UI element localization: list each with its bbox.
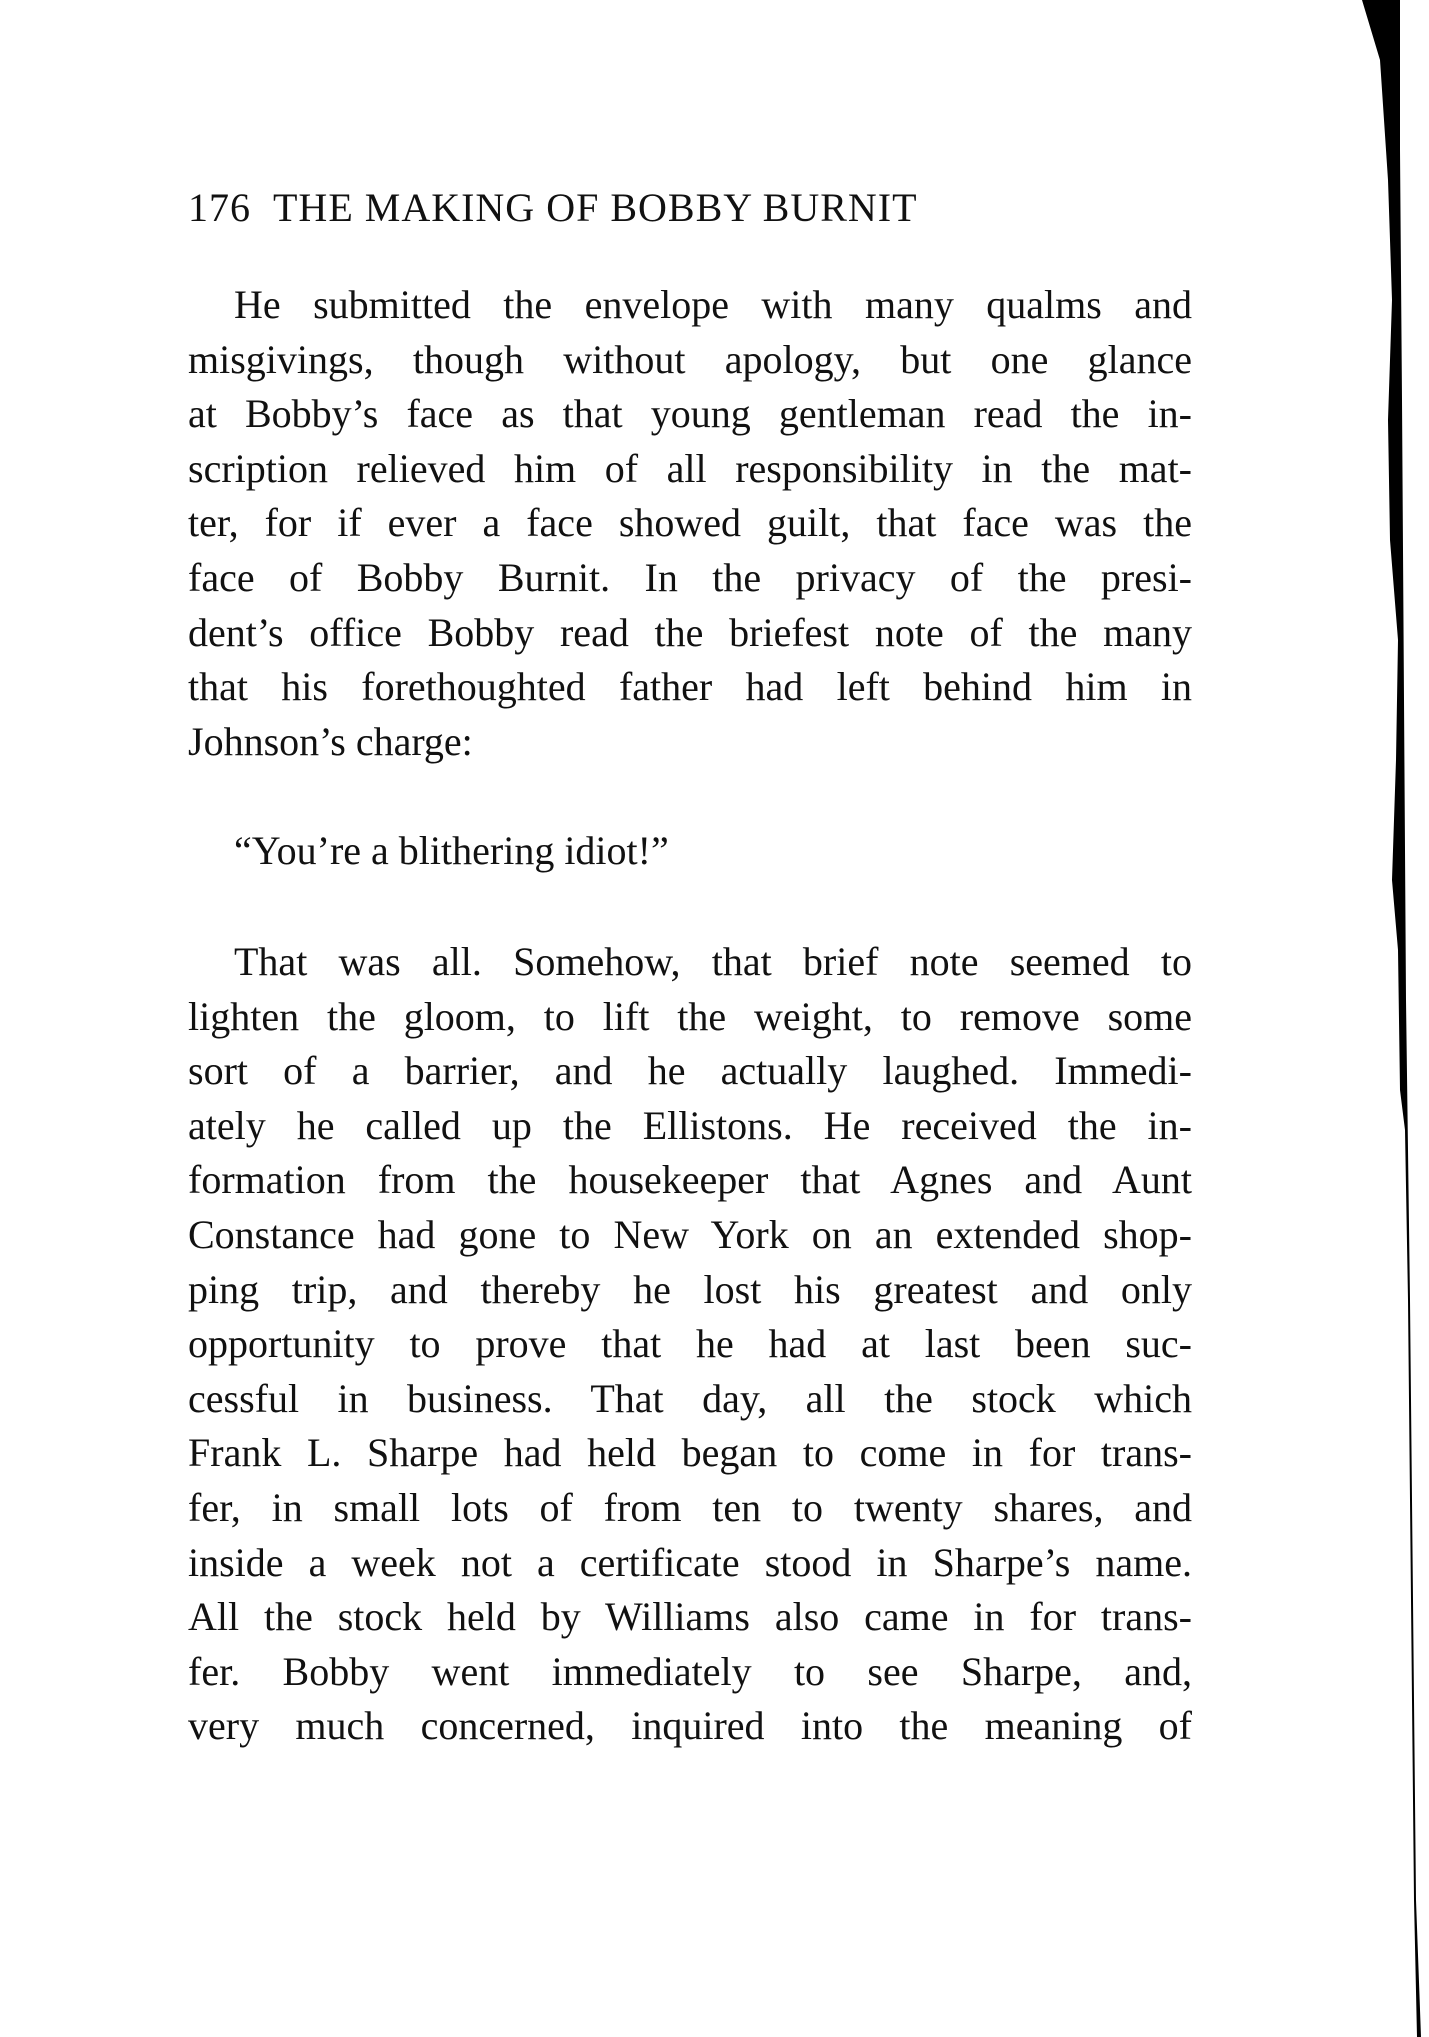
page-number: 176 (188, 185, 251, 230)
paragraph-2 (188, 935, 1192, 1754)
text-line: Johnson’s charge: (188, 718, 473, 764)
text-line: ping trip, and thereby he lost his greatest and only (188, 1266, 1192, 1312)
text-line: dent’s office Bobby read the briefest note of the many (188, 609, 1192, 655)
page-edge-shadow (1330, 0, 1429, 2037)
running-title: THE MAKING OF BOBBY BURNIT (273, 185, 918, 230)
text-line: ately he called up the Ellistons. He received the in- (188, 1102, 1192, 1148)
text-line: very much concerned, inquired into the meaning of (188, 1703, 1192, 1749)
text-line: at Bobby’s face as that young gentleman read the in- (188, 391, 1192, 437)
text-line: inside a week not a certificate stood in Sharpe’s name. (188, 1539, 1192, 1585)
text-line: Constance had gone to New York on an extended shop- (188, 1211, 1192, 1257)
text-line: fer. Bobby went immediately to see Sharpe, and, (188, 1648, 1192, 1694)
text-line: scription relieved him of all responsibility in the mat- (188, 445, 1192, 491)
paragraph-1 (188, 278, 1192, 769)
text-line: face of Bobby Burnit. In the privacy of the presi- (188, 554, 1192, 600)
text-line: formation from the housekeeper that Agnes and Aunt (188, 1157, 1192, 1203)
text-line: fer, in small lots of from ten to twenty shares, and (188, 1484, 1192, 1530)
text-line: that his forethoughted father had left behind him in (188, 664, 1192, 710)
text-line: sort of a barrier, and he actually laughed. Immedi- (188, 1048, 1192, 1094)
text-line: opportunity to prove that he had at last been suc- (188, 1321, 1192, 1367)
text-line: cessful in business. That day, all the stock which (188, 1375, 1192, 1421)
text-line: ter, for if ever a face showed guilt, that face was the (188, 500, 1192, 546)
running-header (188, 184, 918, 231)
text-line: He submitted the envelope with many qualms and (234, 282, 1192, 327)
text-line: misgivings, though without apology, but one glance (188, 336, 1192, 382)
text-line: That was all. Somehow, that brief note seemed to (234, 939, 1192, 984)
text-line: Frank L. Sharpe had held began to come in for trans- (188, 1430, 1192, 1476)
text-line: lighten the gloom, to lift the weight, to remove some (188, 993, 1192, 1039)
quoted-note: “You’re a blithering idiot!” (234, 828, 669, 873)
text-line: All the stock held by Williams also came in for trans- (188, 1594, 1192, 1640)
